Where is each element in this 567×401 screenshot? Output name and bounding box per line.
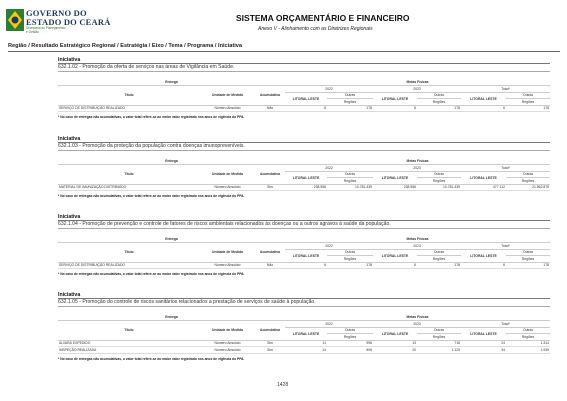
col-outras-2023: Outras <box>417 327 461 334</box>
iniciativa-section <box>58 57 550 119</box>
col-outras-total: Outras <box>506 249 550 256</box>
col-regioes-2023: Regiões <box>417 334 461 341</box>
col-regioes-total: Regiões <box>506 256 550 263</box>
cell-unidade: Número Absoluto <box>200 340 255 347</box>
col-outras-2022: Outras <box>327 327 373 334</box>
metas-table <box>58 315 550 354</box>
breadcrumb-divider <box>8 51 560 52</box>
section-description-divider <box>58 71 550 72</box>
iniciativa-section <box>58 136 550 198</box>
col-metas-fisicas: Metas Físicas <box>285 80 550 86</box>
cell-titulo: ALVARÁ EXPEDIDO <box>58 340 200 347</box>
col-unidade: Unidade de Medida <box>200 86 255 106</box>
col-acumulativa: Acumulativa <box>255 321 285 341</box>
logo-subtitle: Secretaria do Planejamento e Gestão <box>26 26 66 34</box>
breadcrumb: Região / Resultado Estratégico Regional / Estratégia / Eixo / Tema / Programa / Iniciativa <box>8 43 242 49</box>
cell-litoral-total: 477.112 <box>461 184 506 191</box>
col-metas-fisicas: Metas Físicas <box>285 237 550 243</box>
cell-unidade: Número Absoluto <box>200 262 255 269</box>
table-row <box>58 262 550 269</box>
col-litoral-total: LITORAL LESTE <box>461 327 506 340</box>
cell-litoral-2023: 20 <box>373 347 417 354</box>
cell-unidade: Número Absoluto <box>200 184 255 191</box>
cell-litoral-2023: 13 <box>373 340 417 347</box>
section-description-divider <box>58 306 550 307</box>
cell-outras-2022: 596 <box>327 340 373 347</box>
metas-table <box>58 237 550 270</box>
cell-acumulativa: Não <box>255 105 285 112</box>
col-outras-2023: Outras <box>417 249 461 256</box>
cell-litoral-2022: 6 <box>285 105 327 112</box>
page-header <box>0 0 567 44</box>
col-acumulativa: Acumulativa <box>255 86 285 106</box>
col-entrega: Entrega <box>58 315 285 321</box>
section-description: 632.1.04 - Promoção de prevenção e controle de fatores de riscos ambientais relacionados às doenças ou a outros agravos à saúde da população. <box>58 221 391 227</box>
col-outras-2022: Outras <box>327 249 373 256</box>
col-litoral-2022: LITORAL LESTE <box>285 327 327 340</box>
cell-litoral-total: 24 <box>461 340 506 347</box>
cell-acumulativa: Sim <box>255 184 285 191</box>
cell-litoral-2022: 238.556 <box>285 184 327 191</box>
section-description-divider <box>58 150 550 151</box>
col-litoral-2022: LITORAL LESTE <box>285 249 327 262</box>
col-entrega: Entrega <box>58 159 285 165</box>
col-total: Total* <box>461 243 550 250</box>
metas-table <box>58 80 550 113</box>
col-outras-2022: Outras <box>327 92 373 99</box>
col-outras-2023: Outras <box>417 92 461 99</box>
cell-outras-2023: 1.129 <box>417 347 461 354</box>
col-year-2022: 2022 <box>285 243 373 250</box>
col-total: Total* <box>461 86 550 93</box>
col-regioes-total: Regiões <box>506 178 550 185</box>
col-litoral-2023: LITORAL LESTE <box>373 249 417 262</box>
cell-litoral-2023: 238.556 <box>373 184 417 191</box>
cell-litoral-2022: 14 <box>285 347 327 354</box>
cell-outras-2023: 178 <box>417 262 461 269</box>
logo-line2: ESTADO DO CEARÁ <box>26 17 111 27</box>
table-footnote: * No caso de entregas não acumulativas, o valor total refere-se ao maior valor registrado nos anos de vigência do PPA. <box>58 356 245 361</box>
cell-litoral-2022: 6 <box>285 262 327 269</box>
cell-outras-2023: 718 <box>417 340 461 347</box>
cell-outras-total: 178 <box>506 105 550 112</box>
col-year-2023: 2023 <box>373 165 461 172</box>
cell-outras-2023: 178 <box>417 105 461 112</box>
table-footnote: * No caso de entregas não acumulativas, o valor total refere-se ao maior valor registrado nos anos de vigência do PPA. <box>58 115 245 120</box>
page-number: 1428 <box>277 382 289 388</box>
cell-litoral-2023: 6 <box>373 105 417 112</box>
section-description: 632.1.03 - Promoção da proteção da população contra doenças imunopreveníveis. <box>58 143 245 149</box>
col-total: Total* <box>461 165 550 172</box>
table-row <box>58 347 550 354</box>
col-litoral-total: LITORAL LESTE <box>461 171 506 184</box>
col-titulo: Título <box>58 243 200 263</box>
col-outras-2022: Outras <box>327 171 373 178</box>
col-litoral-2023: LITORAL LESTE <box>373 327 417 340</box>
cell-titulo: SERVIÇO DE DISTRIBUIÇÃO REALIZADO <box>58 262 200 269</box>
col-metas-fisicas: Metas Físicas <box>285 315 550 321</box>
cell-outras-2022: 178 <box>327 105 373 112</box>
col-litoral-2022: LITORAL LESTE <box>285 171 327 184</box>
col-year-2023: 2023 <box>373 321 461 328</box>
col-entrega: Entrega <box>58 80 285 86</box>
section-heading: Iniciativa <box>58 292 81 298</box>
metas-table <box>58 159 550 192</box>
cell-litoral-2023: 6 <box>373 262 417 269</box>
table-footnote: * No caso de entregas não acumulativas, o valor total refere-se ao maior valor registrado nos anos de vigência do PPA. <box>58 272 245 277</box>
col-titulo: Título <box>58 165 200 185</box>
col-regioes-total: Regiões <box>506 99 550 106</box>
col-regioes-2022: Regiões <box>327 99 373 106</box>
col-year-2022: 2022 <box>285 165 373 172</box>
col-year-2022: 2022 <box>285 321 373 328</box>
ceara-flag-icon <box>6 9 24 31</box>
cell-acumulativa: Sim <box>255 340 285 347</box>
col-regioes-total: Regiões <box>506 334 550 341</box>
cell-outras-total: 21.562.878 <box>506 184 550 191</box>
logo-line1: GOVERNO DO <box>26 8 87 18</box>
cell-titulo: MATERIAL DE IMUNIZAÇÃO DISTRIBUÍDO <box>58 184 200 191</box>
col-regioes-2023: Regiões <box>417 178 461 185</box>
col-regioes-2023: Regiões <box>417 99 461 106</box>
table-row <box>58 184 550 191</box>
cell-acumulativa: Sim <box>255 347 285 354</box>
col-unidade: Unidade de Medida <box>200 165 255 185</box>
section-heading: Iniciativa <box>58 214 81 220</box>
section-description: 632.1.02 - Promoção da oferta de serviços nas áreas de Vigilância em Saúde. <box>58 64 235 70</box>
system-title: SISTEMA ORÇAMENTÁRIO E FINANCEIRO <box>236 13 410 23</box>
col-litoral-2023: LITORAL LESTE <box>373 171 417 184</box>
col-unidade: Unidade de Medida <box>200 321 255 341</box>
section-description: 632.1.05 - Promoção do controle de riscos sanitários relacionados a prestação de serviços de saúde à população. <box>58 299 316 305</box>
cell-outras-total: 178 <box>506 262 550 269</box>
cell-unidade: Número Absoluto <box>200 347 255 354</box>
col-litoral-2023: LITORAL LESTE <box>373 92 417 105</box>
cell-litoral-total: 6 <box>461 105 506 112</box>
government-logo <box>6 8 111 36</box>
col-outras-total: Outras <box>506 92 550 99</box>
col-outras-total: Outras <box>506 327 550 334</box>
cell-litoral-total: 6 <box>461 262 506 269</box>
col-outras-total: Outras <box>506 171 550 178</box>
col-unidade: Unidade de Medida <box>200 243 255 263</box>
col-regioes-2022: Regiões <box>327 334 373 341</box>
col-acumulativa: Acumulativa <box>255 243 285 263</box>
col-total: Total* <box>461 321 550 328</box>
col-titulo: Título <box>58 321 200 341</box>
cell-acumulativa: Não <box>255 262 285 269</box>
col-year-2022: 2022 <box>285 86 373 93</box>
cell-unidade: Número Absoluto <box>200 105 255 112</box>
col-regioes-2022: Regiões <box>327 256 373 263</box>
table-row <box>58 105 550 112</box>
col-metas-fisicas: Metas Físicas <box>285 159 550 165</box>
cell-outras-2022: 10.781.439 <box>327 184 373 191</box>
col-year-2023: 2023 <box>373 243 461 250</box>
cell-outras-total: 1.314 <box>506 340 550 347</box>
iniciativa-section <box>58 292 550 361</box>
col-litoral-total: LITORAL LESTE <box>461 92 506 105</box>
col-acumulativa: Acumulativa <box>255 165 285 185</box>
annex-subtitle: Anexo V - Alinhamento com as Diretrizes Regionais <box>258 26 373 32</box>
col-litoral-2022: LITORAL LESTE <box>285 92 327 105</box>
col-regioes-2022: Regiões <box>327 178 373 185</box>
col-regioes-2023: Regiões <box>417 256 461 263</box>
cell-outras-2022: 178 <box>327 262 373 269</box>
col-titulo: Título <box>58 86 200 106</box>
col-year-2023: 2023 <box>373 86 461 93</box>
cell-titulo: INSPEÇÃO REALIZADA <box>58 347 200 354</box>
section-heading: Iniciativa <box>58 57 81 63</box>
cell-outras-2022: 806 <box>327 347 373 354</box>
col-entrega: Entrega <box>58 237 285 243</box>
col-outras-2023: Outras <box>417 171 461 178</box>
cell-litoral-2022: 11 <box>285 340 327 347</box>
cell-outras-2023: 10.781.439 <box>417 184 461 191</box>
table-footnote: * No caso de entregas não acumulativas, o valor total refere-se ao maior valor registrado nos anos de vigência do PPA. <box>58 194 245 199</box>
section-description-divider <box>58 228 550 229</box>
section-heading: Iniciativa <box>58 136 81 142</box>
col-litoral-total: LITORAL LESTE <box>461 249 506 262</box>
iniciativa-section <box>58 214 550 276</box>
cell-litoral-total: 34 <box>461 347 506 354</box>
cell-titulo: SERVIÇO DE DISTRIBUIÇÃO REALIZADO <box>58 105 200 112</box>
cell-outras-total: 1.935 <box>506 347 550 354</box>
